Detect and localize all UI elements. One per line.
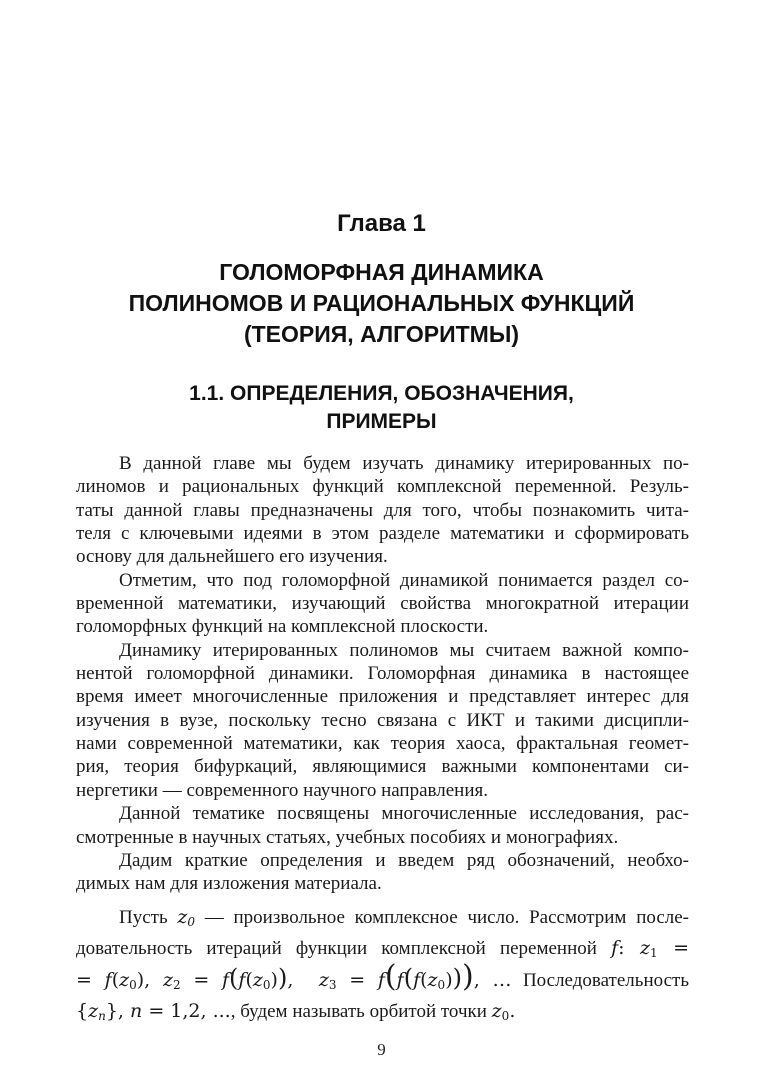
page-number: 9 xyxy=(377,1040,386,1059)
math-expression: = $f(z_0)$, $z_2 = f(f(z_0))$, $z_3 = f(f(f(z_0)))$, … xyxy=(76,958,512,994)
text-fragment: довательность итераций функции комплексной переменной xyxy=(76,938,612,960)
text-line xyxy=(76,902,689,934)
text-fragment: Последовательность xyxy=(522,969,689,991)
math-expression: f xyxy=(611,937,619,960)
text-line: изучения в вузе, поскольку тесно связана с ИКТ и такими дисципли- xyxy=(76,709,689,731)
paragraph xyxy=(76,452,689,569)
text-line: временной математики, изучающий свойства многократной итерации xyxy=(76,593,689,615)
math-paragraph xyxy=(76,902,689,1028)
math-expression: $z_0$ xyxy=(177,905,196,929)
section-title-line: 1.1. ОПРЕДЕЛЕНИЯ, ОБОЗНАЧЕНИЯ, xyxy=(189,382,574,405)
text-line: рия, теория бифуркаций, являющимися важными компонентами си- xyxy=(76,756,689,778)
text-line: основу для дальнейшего его изучения. xyxy=(76,546,388,568)
chapter-title xyxy=(0,257,763,350)
text-line: Данной тематике посвящены многочисленные исследования, рас- xyxy=(119,803,689,825)
text-line: Дадим краткие определения и введем ряд обозначений, необхо- xyxy=(119,849,689,871)
text-line: В данной главе мы будем изучать динамику итерированных по- xyxy=(119,453,689,474)
chapter-title-line: ГОЛОМОРФНАЯ ДИНАМИКА xyxy=(219,259,544,285)
paragraph xyxy=(76,569,689,639)
text-line: линомов и рациональных функций комплексной переменной. Резуль- xyxy=(76,476,689,498)
paragraph xyxy=(76,639,689,802)
chapter-title-line: (ТЕОРИЯ, АЛГОРИТМЫ) xyxy=(243,321,520,347)
chapter-label: Глава 1 xyxy=(337,210,426,237)
section-title xyxy=(0,380,763,436)
text-line: время имеет многочисленные приложения и представляет интерес для xyxy=(76,686,689,708)
text-fragment: , будем называть орбитой точки xyxy=(230,1001,492,1023)
paragraph xyxy=(76,802,689,849)
text-line: нергетики — современного научного направления. xyxy=(76,779,488,801)
text-line: голоморфных функций на комплексной плоскости. xyxy=(76,616,489,638)
chapter-title-line: ПОЛИНОМОВ И РАЦИОНАЛЬНЫХ ФУНКЦИЙ xyxy=(128,290,635,316)
text-line xyxy=(76,996,689,1028)
text-fragment: Пусть xyxy=(119,906,178,928)
text-fragment: — произвольное комплексное число. Рассмотрим после- xyxy=(195,906,690,928)
text-line: таты данной главы предназначены для того, чтобы познакомить чита- xyxy=(76,499,689,521)
text-line: димых нам для изложения материала. xyxy=(76,873,382,895)
text-line: нами современной математики, как теория хаоса, фрактальная геомет- xyxy=(76,733,689,755)
body-text xyxy=(76,452,689,1028)
text-line xyxy=(76,933,689,965)
text-line: Отметим, что под голоморфной динамикой понимается раздел со- xyxy=(119,569,689,591)
text-line: теля с ключевыми идеями в этом разделе математики и сформировать xyxy=(76,523,689,545)
text-line: Динамику итерированных полиномов мы считаем важной компо- xyxy=(119,639,689,661)
text-line: нентой голоморфной динамики. Голоморфная динамика в настоящее xyxy=(76,663,689,685)
text-line xyxy=(76,958,689,997)
text-line: смотренные в научных статьях, учебных пособиях и монографиях. xyxy=(76,826,619,848)
math-expression: $\{z_n\}$, n = 1,2, ... xyxy=(76,1000,231,1024)
paragraph xyxy=(76,849,689,896)
section-title-line: ПРИМЕРЫ xyxy=(326,410,437,433)
math-expression: : $z_1$ = xyxy=(618,937,689,961)
math-expression: $z_0$. xyxy=(491,1000,516,1024)
